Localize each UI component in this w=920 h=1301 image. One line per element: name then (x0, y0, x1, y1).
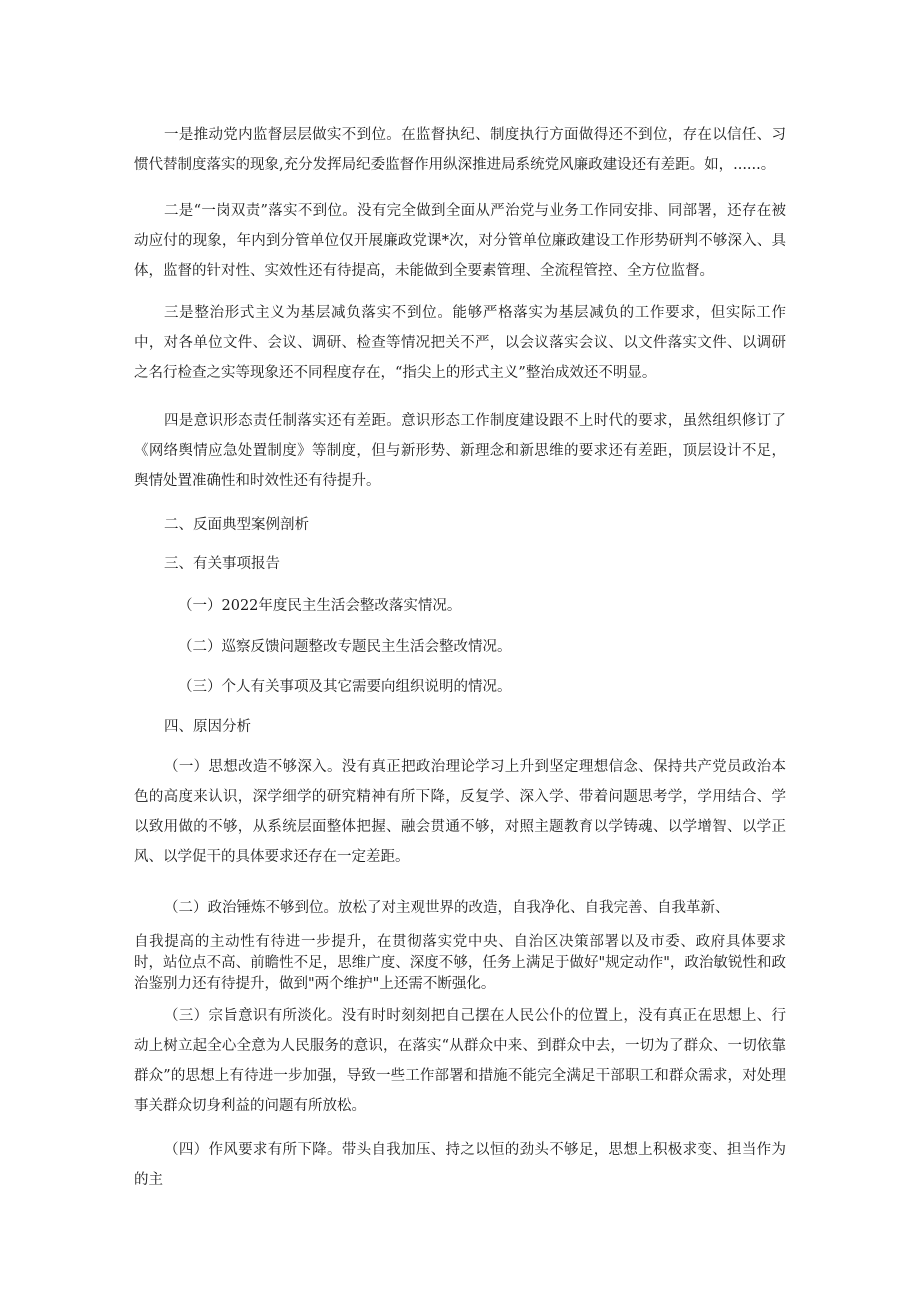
report-item-2: （二）巡察反馈问题整改专题民主生活会整改情况。 (178, 639, 512, 655)
paragraph-ideological-reform: （一）思想改造不够深入。没有真正把政治理论学习上升到坚定理想信念、保持共产党员政治本色的高度来认识，深学细学的研究精神有所下降，反复学、深入学、带着问题思考学，学用结合、学以致用做的不够，从系统层面整体把握、融会贯通不够，对照主题教育以学铸魂、以学增智、以学正风、以学促干的具体要求还存在一定差距。 (134, 759, 786, 865)
paragraph-formalism: 三是整治形式主义为基层减负落实不到位。能够严格落实为基层减负的工作要求，但实际工作中，对各单位文件、会议、调研、检查等情况把关不严，以会议落实会议、以文件落实文件、以调研之名行检查之实等现象还不同程度存在，“指尖上的形式主义”整治成效还不明显。 (134, 305, 786, 381)
paragraph-political-tempering-cont: 自我提高的主动性有待进一步提升，在贯彻落实党中央、自治区决策部署以及市委、政府具体要求时，站位点不高、前瞻性不足，思维广度、深度不够，任务上满足于做好"规定动作"，政治敏锐性和政治鉴别力还有待提升，做到"两个维护"上还需不断强化。 (134, 934, 786, 992)
section-heading-case-analysis: 二、反面典型案例剖析 (164, 517, 309, 533)
report-item-1: （一）2022年度民主生活会整改落实情况。 (178, 598, 462, 614)
paragraph-political-tempering-line1: （二）政治锤炼不够到位。放松了对主观世界的改造，自我净化、自我完善、自我革新、 (164, 900, 730, 916)
section-heading-reports: 三、有关事项报告 (164, 556, 280, 572)
paragraph-purpose-awareness: （三）宗旨意识有所淡化。没有时时刻刻把自己摆在人民公仆的位置上，没有真正在思想上、行动上树立起全心全意为人民服务的意识，在落实“从群众中来、到群众中去，一切为了群众、一切依靠群众”的思想上有待进一步加强，导致一些工作部署和措施不能完全满足干部职工和群众需求，对处理事关群众切身利益的问题有所放松。 (134, 1008, 786, 1114)
section-heading-cause-analysis: 四、原因分析 (164, 719, 251, 735)
paragraph-ideology: 四是意识形态责任制落实还有差距。意识形态工作制度建设跟不上时代的要求，虽然组织修订了《网络舆情应急处置制度》等制度，但与新形势、新理念和新思维的要求还有差距，顶层设计不足，舆情处置准确性和时效性还有待提升。 (134, 413, 786, 489)
paragraph-one-post-two-duties: 二是“一岗双责”落实不到位。没有完全做到全面从严治党与业务工作同安排、同部署，还存在被动应付的现象，年内到分管单位仅开展廉政党课*次，对分管单位廉政建设工作形势研判不够深入、具体，监督的针对性、实效性还有待提高，未能做到全要素管理、全流程管控、全方位监督。 (134, 203, 786, 279)
report-item-3: （三）个人有关事项及其它需要向组织说明的情况。 (178, 679, 512, 695)
paragraph-work-style: （四）作风要求有所下降。带头自我加压、持之以恒的劲头不够足，思想上积极求变、担当作为的主 (134, 1142, 786, 1188)
paragraph-supervision: 一是推动党内监督层层做实不到位。在监督执纪、制度执行方面做得还不到位，存在以信任、习惯代替制度落实的现象,充分发挥局纪委监督作用纵深推进局系统党风廉政建设还有差距。如，......。 (134, 127, 786, 173)
